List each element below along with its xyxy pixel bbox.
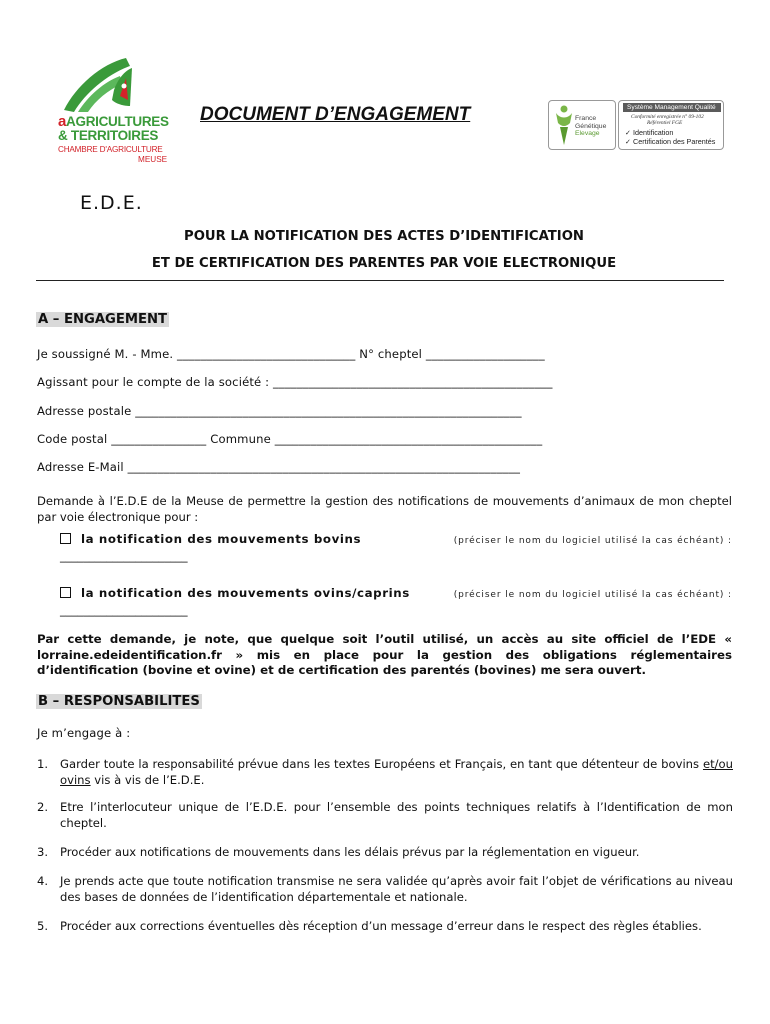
option-ovins-note: (préciser le nom du logiciel utilisé la cas échéant) : [453,590,732,600]
option-ovins-label: la notification des mouvements ovins/caprins [81,586,410,600]
postal-address-field[interactable]: Adresse postale _________________________________________________________________ [37,404,522,418]
demande-paragraph: Demande à l’E.D.E de la Meuse de permettre la gestion des notifications de mouvements d’animaux de mon cheptel par voie électronique pour : [37,494,732,524]
bovins-checkbox[interactable] [60,533,71,544]
ovins-checkbox[interactable] [60,587,71,598]
bovins-software-field[interactable]: ______________________ [60,549,188,563]
title-divider [36,280,724,281]
subtitle-line1: POUR LA NOTIFICATION DES ACTES D’IDENTIFICATION [184,229,584,244]
logo-brand-line3: CHAMBRE D'AGRICULTURE [58,145,163,154]
responsibility-item-4: 4. Je prends acte que toute notification transmise ne sera validée qu’après avoir fait l’objet de vérifications au niveau des bases de données de l’identification départementale et nationale. [37,874,733,904]
soussigne-field[interactable]: Je soussigné M. - Mme. ______________________________ N° cheptel ____________________ [37,347,545,361]
option-bovins-label: la notification des mouvements bovins [81,532,362,546]
ede-heading: E.D.E. [80,192,143,214]
responsibility-item-3: 3. Procéder aux notifications de mouvements dans les délais prévus par la réglementation en vigueur. [37,845,640,859]
option-bovins[interactable] [60,531,732,549]
postal-code-commune-field[interactable]: Code postal ________________ Commune _____________________________________________ [37,432,543,446]
quality-management-logo [618,100,724,150]
email-field[interactable]: Adresse E-Mail __________________________________________________________________ [37,460,521,474]
logo-brand-line4: MEUSE [138,155,168,164]
document-title: DOCUMENT D’ENGAGEMENT [200,104,471,125]
chambre-agriculture-logo [56,56,169,168]
logo-brand-line2: & TERRITOIRES [58,128,159,143]
logo-brand-line1: aAGRICULTURES [58,113,169,130]
option-bovins-note: (préciser le nom du logiciel utilisé la cas échéant) : [453,536,732,546]
responsibility-item-5: 5. Procéder aux corrections éventuelles dès réception d’un message d’erreur dans le respect des règles établies. [37,919,702,933]
quality-item-certification: ✓ Certification des Parentés [625,137,716,146]
access-note-paragraph: Par cette demande, je note, que quelque soit l’outil utilisé, un accès au site officiel de l’EDE « lorraine.edeidentification.fr » mis en place pour la gestion des obligations réglementaires d’identification (bovine et ovine) et de certification des parentés (bovines) me sera ouvert. [37,632,732,677]
engagement-intro: Je m’engage à : [37,726,131,740]
section-b-heading: B – RESPONSABILITES [38,694,200,709]
section-a-heading: A – ENGAGEMENT [38,312,168,327]
agriculture-emblem-icon [56,56,166,116]
responsibility-item-2: 2. Etre l’interlocuteur unique de l’E.D.E. pour l’ensemble des points techniques relatifs à l’Identification de mon cheptel. [37,800,733,830]
france-genetique-elevage-logo [548,100,616,150]
fge-text: France Génétique Elevage [575,115,607,137]
option-ovins[interactable] [60,585,732,603]
company-field[interactable]: Agissant pour le compte de la société : _______________________________________________ [37,375,553,389]
subtitle-line2: ET DE CERTIFICATION DES PARENTES PAR VOIE ELECTRONIQUE [151,256,617,271]
quality-item-identification: ✓ Identification [625,128,674,137]
fge-figure-icon [552,103,576,147]
ovins-software-field[interactable]: ______________________ [60,603,188,617]
quality-subtext: Conformité enregistrée n° 09-102 Référentiel FGE [631,114,704,126]
responsibility-item-1: 1. Garder toute la responsabilité prévue dans les textes Européens et Français, en tant que détenteur de bovins et/ou ovins vis à vis de l’E.D.E. [37,757,733,787]
quality-heading: Système Management Qualité [623,103,721,112]
